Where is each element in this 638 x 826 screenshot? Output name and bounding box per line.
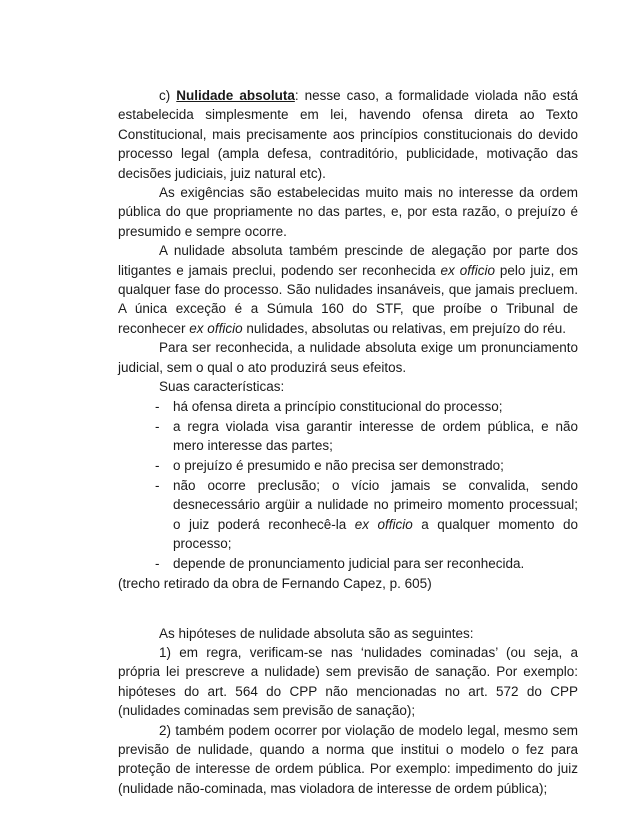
list-item	[118, 554, 578, 573]
term-nulidade-absoluta: Nulidade absoluta	[176, 88, 295, 103]
list-item-text: o prejuízo é presumido e não precisa ser demonstrado;	[173, 457, 504, 473]
list-item	[118, 417, 578, 456]
dash-bullet: -	[155, 477, 160, 493]
item-prefix: c)	[159, 88, 177, 103]
document-body	[118, 86, 578, 798]
list-item-text: depende de pronunciamento judicial para ser reconhecida.	[173, 556, 525, 572]
italic-ex-officio: ex officio	[354, 516, 413, 532]
list-item	[118, 397, 578, 416]
dash-bullet: -	[155, 418, 160, 434]
dash-bullet: -	[155, 556, 160, 572]
list-item-text: há ofensa direta a princípio constitucional do processo;	[173, 398, 503, 414]
list-item-text: não ocorre preclusão; o vício jamais se convalida, sendo desnecessário argüir a nulidade no primeiro momento processual; o juiz poderá reconhecê-la	[173, 477, 578, 532]
hypothesis-1: 1) em regra, verificam-se nas ‘nulidades cominadas’ (ou seja, a própria lei prescreve a nulidade) sem previsão de sanação. Por exemplo: hipóteses do art. 564 do CPP não mencionadas no art. 572 do CPP (nulidades cominadas sem previsão de sanação);	[118, 644, 578, 719]
paragraph-nulidade-absoluta	[118, 86, 578, 183]
list-item-text: a regra violada visa garantir interesse de ordem pública, e não mero interesse das partes;	[173, 418, 578, 453]
list-item	[118, 456, 578, 475]
paragraph-alegacao	[118, 241, 578, 338]
list-item-text: a qualquer momento do processo;	[173, 516, 578, 552]
dash-bullet: -	[155, 457, 160, 473]
italic-ex-officio: ex officio	[440, 262, 495, 278]
hypothesis-2: 2) também podem ocorrer por violação de modelo legal, mesmo sem previsão de nulidade, quando a norma que institui o modelo o fez para proteção de interesse de ordem pública. Por exemplo: impedimento do juiz (nulidade não-cominada, mas violadora de interesse de ordem pública);	[118, 722, 578, 796]
list-item	[118, 476, 578, 554]
paragraph-text: A nulidade absoluta também prescinde de alegação por parte dos litigantes e jamais preclui, podendo ser reconhecida	[118, 243, 578, 278]
paragraph-text: pelo juiz, em qualquer fase do processo. São nulidades insanáveis, que jamais precluem. A única exceção é a Súmula 160 do STF, que proíbe o Tribunal de reconhecer	[118, 262, 578, 336]
paragraph-exigencias: As exigências são estabelecidas muito mais no interesse da ordem pública do que propriamente no das partes, e, por esta razão, o prejuízo é presumido e sempre ocorre.	[118, 185, 578, 239]
paragraph-pronunciamento: Para ser reconhecida, a nulidade absoluta exige um pronunciamento judicial, sem o qual o ato produzirá seus efeitos.	[118, 340, 578, 375]
paragraph-text: nulidades, absolutas ou relativas, em prejuízo do réu.	[242, 320, 567, 336]
characteristics-list	[118, 397, 578, 574]
hypotheses-intro: As hipóteses de nulidade absoluta são as seguintes:	[159, 625, 474, 641]
dash-bullet: -	[155, 398, 160, 414]
paragraph-text: : nesse caso, a formalidade violada não está estabelecida simplesmente em lei, havendo ofensa direta ao Texto Constitucional, mais precisamente aos princípios constitucionais do devido processo legal (ampla defesa, contraditório, publicidade, motivação das decisões judiciais, juiz natural etc).	[118, 88, 578, 181]
spacer	[118, 594, 578, 624]
characteristics-title: Suas características:	[159, 379, 285, 395]
italic-ex-officio: ex officio	[189, 320, 243, 336]
source-citation: (trecho retirado da obra de Fernando Capez, p. 605)	[118, 576, 432, 592]
